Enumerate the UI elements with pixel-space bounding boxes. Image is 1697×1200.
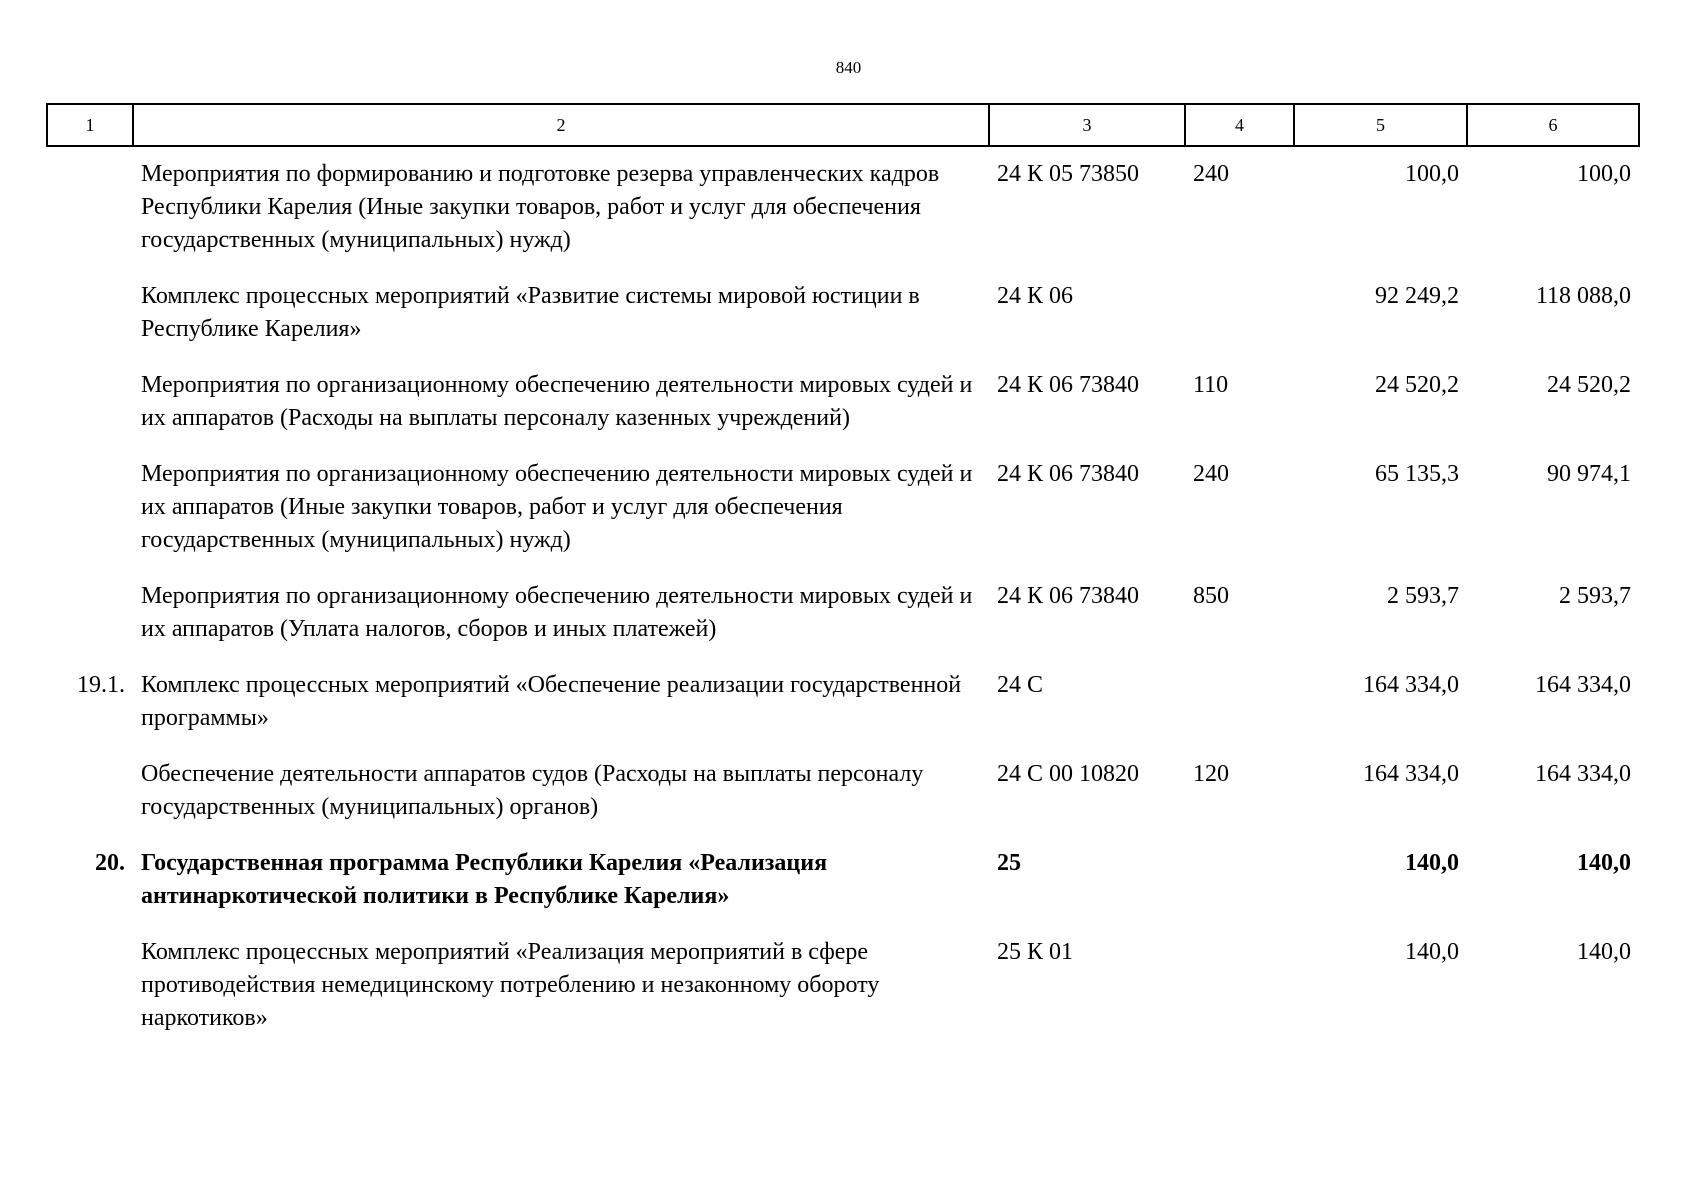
row-number-cell	[47, 573, 133, 662]
amount-year1-cell: 164 334,0	[1363, 672, 1459, 698]
page-number: 840	[835, 58, 862, 77]
table-row	[47, 840, 1639, 929]
amount-year2-cell: 2 593,7	[1559, 583, 1631, 609]
budget-table	[46, 103, 1640, 1051]
item-name-cell: Комплекс процессных мероприятий «Развитие системы мировой юстиции в Республике Карелия»	[141, 283, 920, 342]
table-row	[47, 929, 1639, 1051]
column-header-2: 2	[133, 104, 989, 146]
target-code-cell: 24 К 06	[997, 283, 1074, 309]
expense-type-cell: 120	[1193, 761, 1229, 787]
expense-type-cell: 240	[1193, 461, 1229, 487]
row-number-cell	[47, 146, 133, 273]
table-row	[47, 273, 1639, 362]
table-row	[47, 751, 1639, 840]
target-code-cell: 25 К 01	[997, 939, 1074, 965]
item-name-cell: Комплекс процессных мероприятий «Обеспечение реализации государственной программы»	[141, 672, 962, 731]
item-name-cell: Мероприятия по формированию и подготовке резерва управленческих кадров Республики Карелия (Иные закупки товаров, работ и услуг для обеспечения государственных (муниципальных) нужд)	[141, 161, 940, 253]
amount-year2-cell: 164 334,0	[1535, 761, 1631, 787]
amount-year1-cell: 164 334,0	[1363, 761, 1459, 787]
amount-year2-cell: 140,0	[1577, 939, 1631, 965]
amount-year1-cell: 2 593,7	[1387, 583, 1459, 609]
target-code-cell: 24 К 06 73840	[997, 372, 1140, 398]
item-name-cell: Мероприятия по организационному обеспечению деятельности мировых судей и их аппаратов (Уплата налогов, сборов и иных платежей)	[141, 583, 973, 642]
column-header-1: 1	[47, 104, 133, 146]
amount-year2-cell: 140,0	[1577, 850, 1631, 876]
target-code-cell: 24 К 05 73850	[997, 161, 1140, 187]
item-name-cell: Мероприятия по организационному обеспечению деятельности мировых судей и их аппаратов (Расходы на выплаты персоналу казенных учреждений)	[141, 372, 973, 431]
item-name-cell: Комплекс процессных мероприятий «Реализация мероприятий в сфере противодействия немедицинскому потреблению и незаконному обороту наркотиков»	[141, 939, 880, 1031]
amount-year2-cell: 118 088,0	[1535, 283, 1631, 309]
row-number-cell	[47, 362, 133, 451]
row-number-cell: 20.	[95, 850, 125, 876]
item-name-cell: Обеспечение деятельности аппаратов судов (Расходы на выплаты персоналу государственных (муниципальных) органов)	[141, 761, 924, 820]
expense-type-cell: 110	[1193, 372, 1229, 398]
amount-year2-cell: 90 974,1	[1547, 461, 1631, 487]
amount-year1-cell: 100,0	[1405, 161, 1459, 187]
amount-year2-cell: 100,0	[1577, 161, 1631, 187]
target-code-cell: 25	[997, 850, 1021, 876]
amount-year1-cell: 140,0	[1405, 939, 1459, 965]
amount-year1-cell: 140,0	[1405, 850, 1459, 876]
amount-year1-cell: 92 249,2	[1375, 283, 1459, 309]
item-name-cell: Мероприятия по организационному обеспечению деятельности мировых судей и их аппаратов (Иные закупки товаров, работ и услуг для обеспечения государственных (муниципальных) нужд)	[141, 461, 973, 553]
expense-type-cell	[1185, 662, 1294, 751]
table-row	[47, 451, 1639, 573]
expense-type-cell	[1185, 273, 1294, 362]
amount-year1-cell: 24 520,2	[1375, 372, 1459, 398]
column-header-5: 5	[1294, 104, 1467, 146]
amount-year2-cell: 164 334,0	[1535, 672, 1631, 698]
expense-type-cell	[1185, 840, 1294, 929]
table-row	[47, 146, 1639, 273]
row-number-cell	[47, 929, 133, 1051]
target-code-cell: 24 К 06 73840	[997, 461, 1140, 487]
expense-type-cell	[1185, 929, 1294, 1051]
row-number-cell	[47, 451, 133, 573]
amount-year2-cell: 24 520,2	[1547, 372, 1631, 398]
table-row	[47, 362, 1639, 451]
row-number-cell: 19.1.	[77, 672, 125, 698]
table-row	[47, 573, 1639, 662]
table-header-row	[47, 104, 1639, 146]
expense-type-cell: 240	[1193, 161, 1229, 187]
amount-year1-cell: 65 135,3	[1375, 461, 1459, 487]
target-code-cell: 24 К 06 73840	[997, 583, 1140, 609]
table-row	[47, 662, 1639, 751]
expense-type-cell: 850	[1193, 583, 1229, 609]
row-number-cell	[47, 273, 133, 362]
table-body	[47, 146, 1639, 1051]
row-number-cell	[47, 751, 133, 840]
item-name-cell: Государственная программа Республики Карелия «Реализация антинаркотической политики в Республике Карелия»	[141, 850, 828, 909]
column-header-6: 6	[1467, 104, 1639, 146]
target-code-cell: 24 С 00 10820	[997, 761, 1140, 787]
column-header-4: 4	[1185, 104, 1294, 146]
target-code-cell: 24 С	[997, 672, 1044, 698]
column-header-3: 3	[989, 104, 1185, 146]
